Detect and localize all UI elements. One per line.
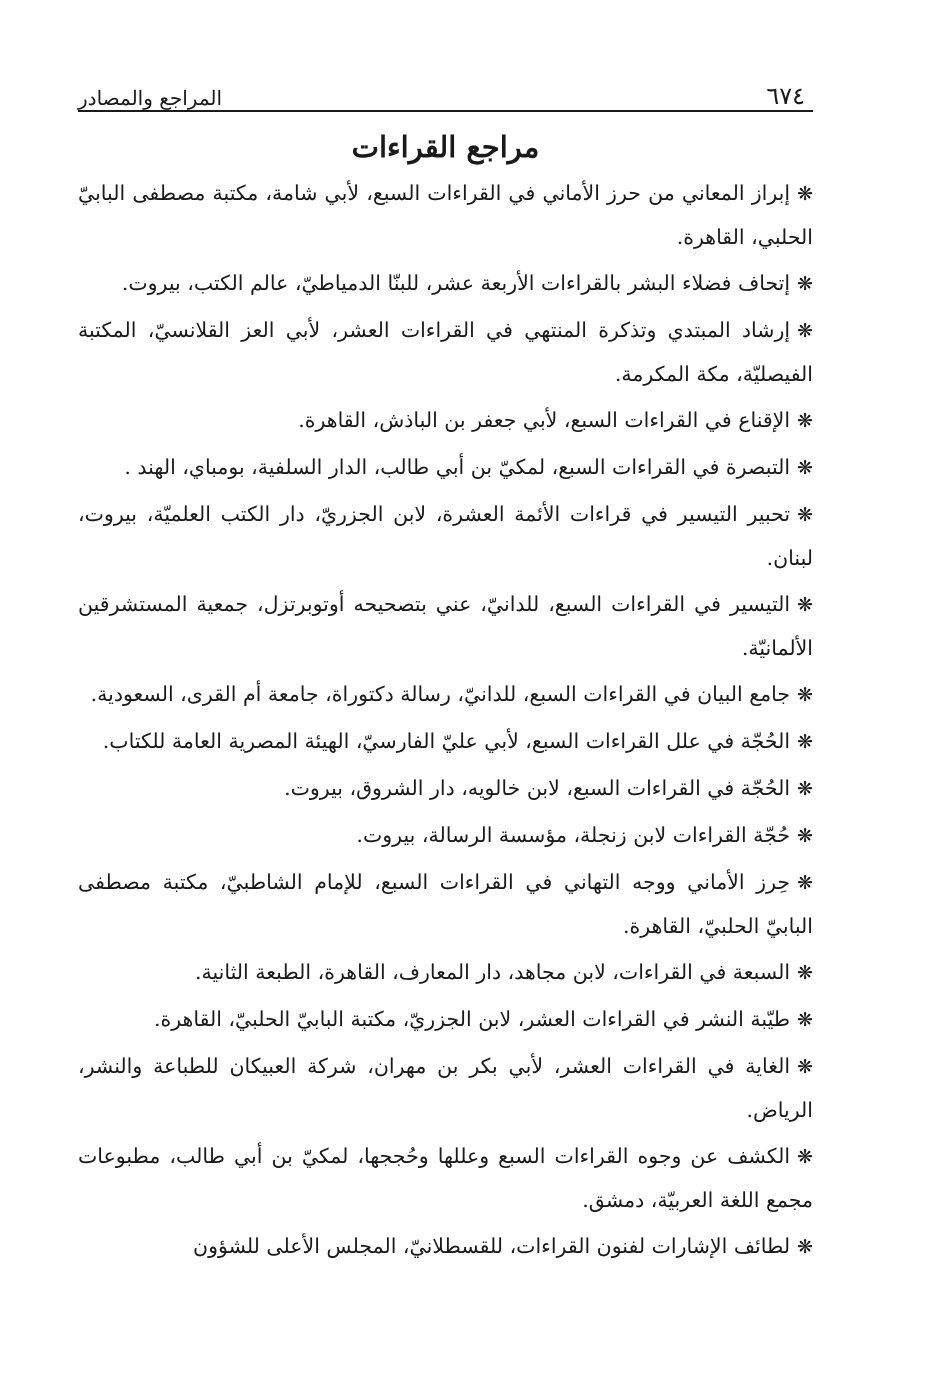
asterism-bullet-icon: ❋ <box>797 410 813 432</box>
reference-text: طيّبة النشر في القراءات العشر، لابن الجزريّ، مكتبة البابيّ الحلبيّ، القاهرة. <box>153 1007 791 1031</box>
reference-entry <box>78 172 813 259</box>
reference-text: الحُجّة في القراءات السبع، لابن خالويه، دار الشروق، بيروت. <box>284 776 791 800</box>
reference-text: الحُجّة في علل القراءات السبع، لأبي عليّ الفارسيّ، الهيئة المصرية العامة للكتاب. <box>102 729 791 753</box>
reference-entry <box>78 1135 813 1222</box>
asterism-bullet-icon: ❋ <box>797 684 813 706</box>
reference-text: إتحاف فضلاء البشر بالقراءات الأربعة عشر، للبنّا الدمياطيّ، عالم الكتب، بيروت. <box>121 271 791 295</box>
reference-entry <box>78 720 813 764</box>
reference-entry <box>78 1225 813 1269</box>
asterism-bullet-icon: ❋ <box>797 731 813 753</box>
asterism-bullet-icon: ❋ <box>797 183 813 205</box>
reference-entry <box>78 399 813 443</box>
asterism-bullet-icon: ❋ <box>797 1056 813 1078</box>
reference-entry <box>78 493 813 580</box>
asterism-bullet-icon: ❋ <box>797 778 813 800</box>
reference-entry <box>78 673 813 717</box>
reference-text: الإقناع في القراءات السبع، لأبي جعفر بن الباذش، القاهرة. <box>298 408 791 432</box>
asterism-bullet-icon: ❋ <box>797 504 813 526</box>
asterism-bullet-icon: ❋ <box>797 825 813 847</box>
book-page <box>78 70 813 1272</box>
asterism-bullet-icon: ❋ <box>797 1009 813 1031</box>
reference-text: لطائف الإشارات لفنون القراءات، للقسطلانيّ، المجلس الأعلى للشؤون <box>193 1234 791 1258</box>
reference-entry <box>78 446 813 490</box>
asterism-bullet-icon: ❋ <box>797 457 813 479</box>
reference-text: تحبير التيسير في قراءات الأئمة العشرة، لابن الجزريّ، دار الكتب العلميّة، بيروت، لبنان. <box>78 502 813 570</box>
reference-list <box>78 172 813 1269</box>
reference-text: الغاية في القراءات العشر، لأبي بكر بن مهران، شركة العبيكان للطباعة والنشر، الرياض. <box>78 1054 813 1122</box>
reference-entry <box>78 262 813 306</box>
reference-text: إبراز المعاني من حرز الأماني في القراءات السبع، لأبي شامة، مكتبة مصطفى البابيّ الحلبي، القاهرة. <box>78 181 813 249</box>
reference-entry <box>78 767 813 811</box>
reference-entry <box>78 1045 813 1132</box>
reference-text: حُجّة القراءات لابن زنجلة، مؤسسة الرسالة، بيروت. <box>356 823 791 847</box>
reference-text: الكشف عن وجوه القراءات السبع وعللها وحُججها، لمكيّ بن أبي طالب، مطبوعات مجمع اللغة العربيّة، دمشق. <box>78 1144 813 1212</box>
reference-entry <box>78 309 813 396</box>
asterism-bullet-icon: ❋ <box>797 1236 813 1258</box>
reference-text: إرشاد المبتدي وتذكرة المنتهي في القراءات العشر، لأبي العز القلانسيّ، المكتبة الفيصليّة، مكة المكرمة. <box>78 318 813 386</box>
reference-entry <box>78 814 813 858</box>
asterism-bullet-icon: ❋ <box>797 962 813 984</box>
asterism-bullet-icon: ❋ <box>797 1146 813 1168</box>
running-header <box>78 70 813 112</box>
reference-entry <box>78 998 813 1042</box>
asterism-bullet-icon: ❋ <box>797 273 813 295</box>
reference-entry <box>78 951 813 995</box>
reference-entry <box>78 583 813 670</box>
reference-text: جامع البيان في القراءات السبع، للدانيّ، رسالة دكتوراة، جامعة أم القرى، السعودية. <box>90 682 791 706</box>
reference-text: السبعة في القراءات، لابن مجاهد، دار المعارف، القاهرة، الطبعة الثانية. <box>194 960 791 984</box>
asterism-bullet-icon: ❋ <box>797 594 813 616</box>
page-heading: مراجع القراءات <box>351 130 540 164</box>
section-title: المراجع والمصادر <box>78 86 223 110</box>
asterism-bullet-icon: ❋ <box>797 320 813 342</box>
reference-text: التبصرة في القراءات السبع، لمكيّ بن أبي طالب، الدار السلفية، بومباي، الهند . <box>124 455 791 479</box>
page-number: ٦٧٤ <box>766 82 805 110</box>
reference-entry <box>78 861 813 948</box>
asterism-bullet-icon: ❋ <box>797 872 813 894</box>
reference-text: حِرز الأماني ووجه التهاني في القراءات السبع، للإمام الشاطبيّ، مكتبة مصطفى البابيّ الحلبيّ، القاهرة. <box>78 870 813 938</box>
reference-text: التيسير في القراءات السبع، للدانيّ، عني بتصحيحه أوتوبرتزل، جمعية المستشرقين الألمانيّة. <box>78 592 813 660</box>
